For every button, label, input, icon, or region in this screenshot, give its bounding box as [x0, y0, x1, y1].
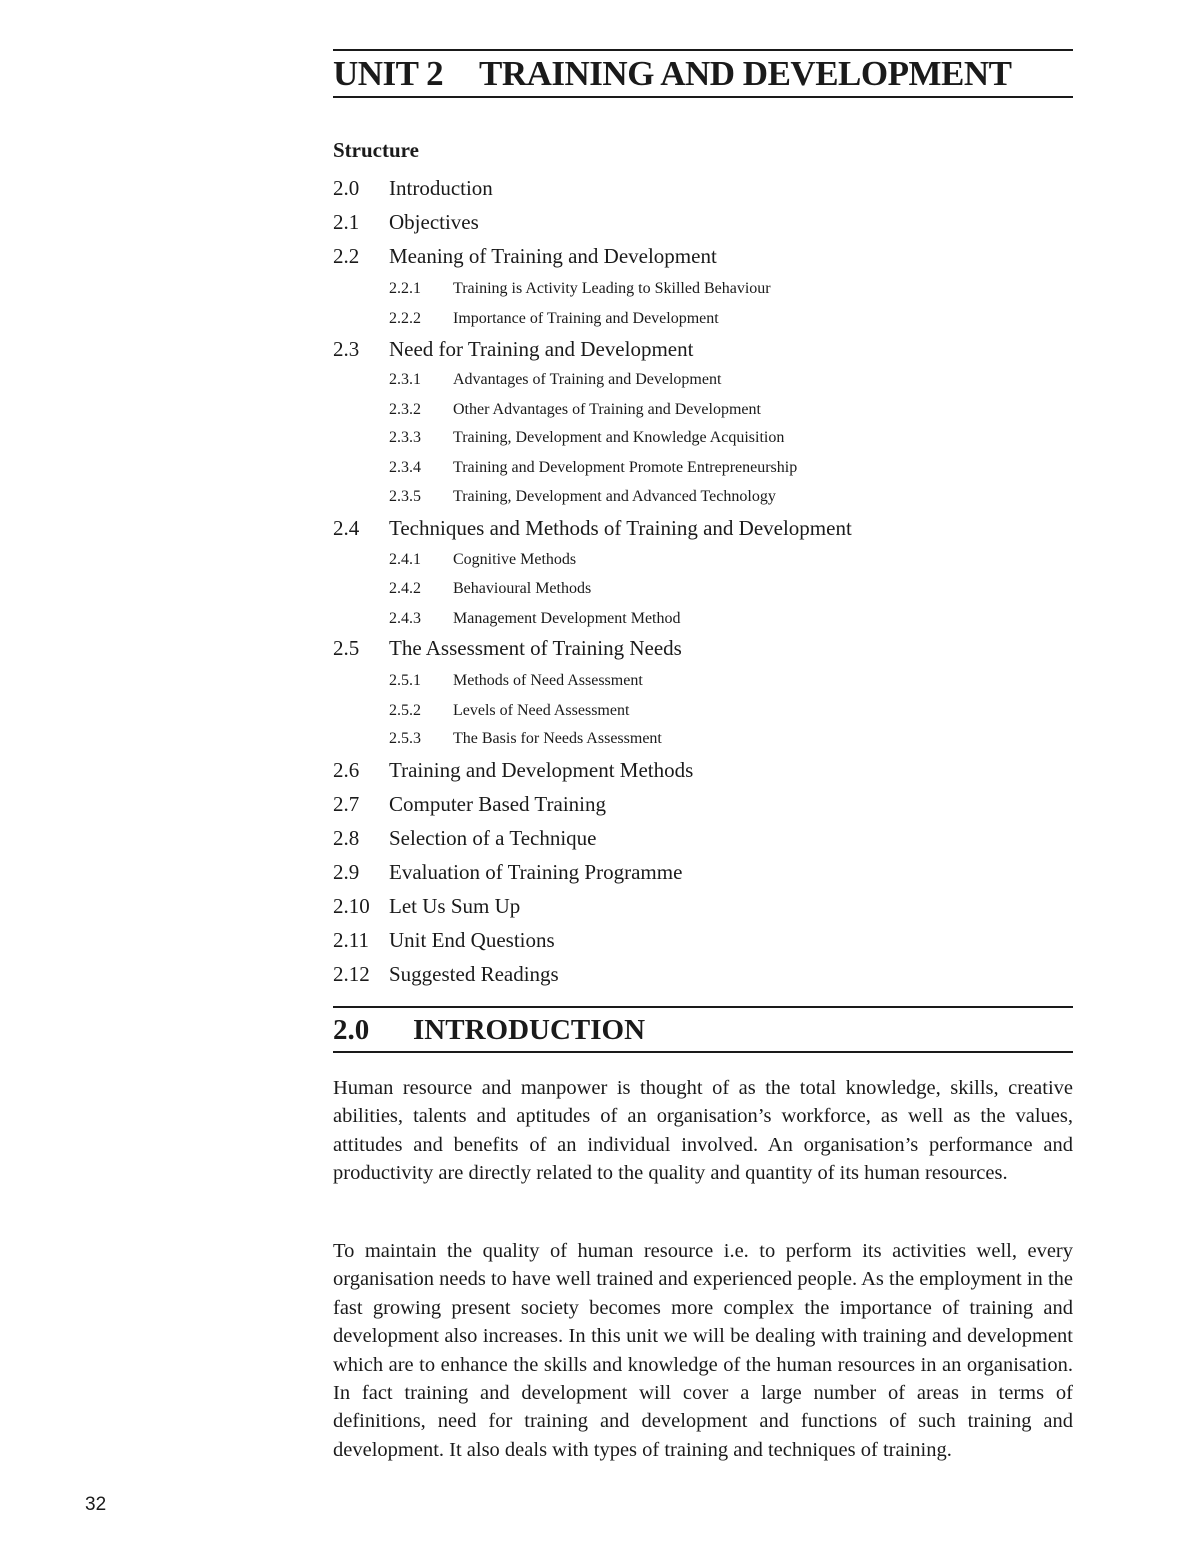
toc-subitem [389, 702, 629, 720]
toc-number: 2.2.2 [389, 310, 421, 327]
toc-number: 2.4.2 [389, 580, 421, 597]
toc-number: 2.5 [333, 636, 360, 660]
section-bottom-rule [333, 1051, 1073, 1053]
toc-subitem [389, 580, 591, 598]
toc-subitem [389, 459, 797, 477]
toc-text: Meaning of Training and Development [389, 244, 717, 268]
toc-item [333, 894, 520, 919]
toc-text: Training and Development Promote Entrepreneurship [453, 459, 798, 476]
toc-number: 2.12 [333, 962, 370, 986]
toc-text: Let Us Sum Up [389, 894, 521, 918]
toc-number: 2.3.1 [389, 371, 421, 388]
toc-number: 2.3.5 [389, 488, 421, 505]
toc-text: Management Development Method [453, 610, 681, 627]
toc-item [333, 210, 479, 235]
toc-subitem [389, 371, 721, 389]
toc-number: 2.4.3 [389, 610, 421, 627]
toc-number: 2.3 [333, 337, 360, 361]
toc-subitem [389, 310, 719, 328]
unit-number: UNIT 2 [333, 54, 444, 93]
toc-subitem [389, 730, 662, 748]
section-title-text: INTRODUCTION [413, 1014, 646, 1046]
toc-subitem [389, 488, 776, 506]
toc-subitem [389, 429, 784, 447]
toc-number: 2.5.3 [389, 730, 421, 747]
toc-number: 2.9 [333, 860, 360, 884]
toc-number: 2.3.3 [389, 429, 421, 446]
toc-number: 2.0 [333, 176, 360, 200]
toc-text: Levels of Need Assessment [453, 702, 630, 719]
toc-item [333, 636, 682, 661]
toc-number: 2.4.1 [389, 551, 421, 568]
toc-item [333, 516, 852, 541]
toc-text: Unit End Questions [389, 928, 555, 952]
toc-text: Training, Development and Advanced Technology [453, 488, 776, 505]
toc-text: Selection of a Technique [389, 826, 597, 850]
unit-title [333, 54, 1012, 94]
intro-paragraph: Human resource and manpower is thought of as the total knowledge, skills, creative abilities, talents and aptitudes of an organisation’s workforce, as well as the values, attitudes and benefits of an individual involved. An organisation’s performance and productivity are directly related to the quality and quantity of its human resources. [333, 1077, 1073, 1185]
toc-number: 2.1 [333, 210, 360, 234]
toc-text: Methods of Need Assessment [453, 672, 643, 689]
section-top-rule [333, 1006, 1073, 1008]
toc-subitem [389, 610, 681, 628]
toc-item [333, 962, 559, 987]
toc-text: Importance of Training and Development [453, 310, 719, 327]
toc-subitem [389, 551, 576, 569]
toc-number: 2.5.1 [389, 672, 421, 689]
toc-item [333, 337, 693, 362]
top-rule [333, 49, 1073, 51]
toc-text: Need for Training and Development [389, 337, 694, 361]
toc-item [333, 860, 682, 885]
toc-number: 2.11 [333, 928, 369, 952]
toc-subitem [389, 401, 761, 419]
toc-text: Introduction [389, 176, 493, 200]
unit-title-text: TRAINING AND DEVELOPMENT [479, 54, 1012, 93]
section-heading [333, 1014, 645, 1047]
intro-paragraph: To maintain the quality of human resource i.e. to perform its activities well, every organisation needs to have well trained and experienced people. As the employment in the fast growing present society becomes more complex the importance of training and development also increases. In this unit we will be dealing with training and development which are to enhance the skills and knowledge of the human resources in an organisation. In fact training and development will cover a large number of areas in terms of definitions, need for training and development and functions of such training and development. It also deals with types of training and techniques of training. [333, 1240, 1073, 1461]
toc-number: 2.3.2 [389, 401, 421, 418]
toc-text: The Basis for Needs Assessment [453, 730, 662, 747]
toc-number: 2.3.4 [389, 459, 421, 476]
toc-item [333, 792, 606, 817]
toc-text: Advantages of Training and Development [453, 371, 722, 388]
toc-number: 2.10 [333, 894, 370, 918]
toc-number: 2.7 [333, 792, 360, 816]
toc-number: 2.2 [333, 244, 360, 268]
toc-text: Evaluation of Training Programme [389, 860, 683, 884]
toc-text: Computer Based Training [389, 792, 607, 816]
toc-item [333, 244, 717, 269]
toc-text: Training is Activity Leading to Skilled Behaviour [453, 280, 771, 297]
toc-item [333, 826, 597, 851]
toc-text: Suggested Readings [389, 962, 559, 986]
toc-subitem [389, 672, 643, 690]
page-number: 32 [85, 1494, 107, 1515]
toc-text: Techniques and Methods of Training and Development [389, 516, 852, 540]
section-number: 2.0 [333, 1014, 370, 1046]
toc-item [333, 176, 493, 201]
toc-text: Objectives [389, 210, 479, 234]
toc-text: Training, Development and Knowledge Acquisition [453, 429, 785, 446]
toc-subitem [389, 280, 771, 298]
toc-number: 2.4 [333, 516, 360, 540]
unit-title-rule [333, 96, 1073, 98]
toc-number: 2.2.1 [389, 280, 421, 297]
toc-text: Training and Development Methods [389, 758, 694, 782]
toc-text: Cognitive Methods [453, 551, 577, 568]
toc-item [333, 928, 555, 953]
toc-number: 2.8 [333, 826, 360, 850]
structure-heading: Structure [333, 138, 419, 162]
toc-item [333, 758, 693, 783]
toc-text: The Assessment of Training Needs [389, 636, 682, 660]
toc-number: 2.6 [333, 758, 360, 782]
toc-text: Behavioural Methods [453, 580, 592, 597]
toc-number: 2.5.2 [389, 702, 421, 719]
toc-text: Other Advantages of Training and Development [453, 401, 761, 418]
